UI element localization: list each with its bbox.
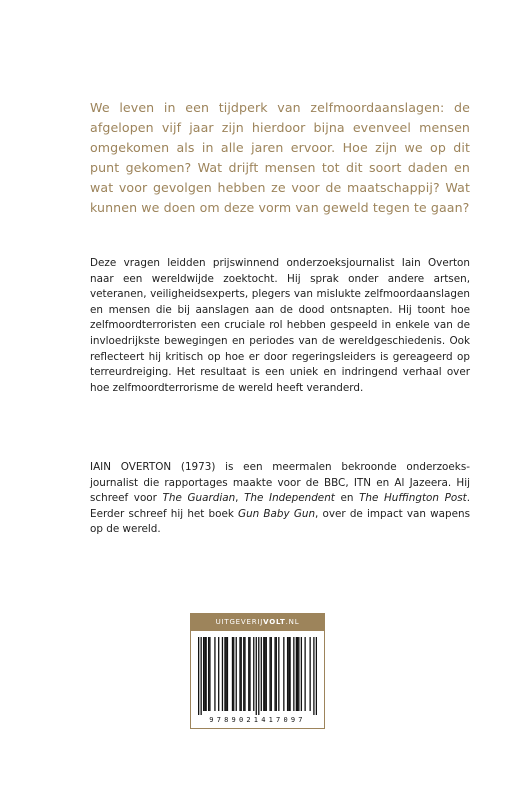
intro-paragraph: We leven in een tijdperk van zelfmoordaanslagen: de afgelopen vijf jaar zijn hierdoor bijna evenveel mensen omgekomen als in alle jaren ervoor. Hoe zijn we op dit punt gekomen? Wat drijft mensen tot dit soort daden en wat voor gevolgen hebben ze voor de maatschappij? Wat kunnen we doen om deze vorm van geweld tegen te gaan? [90, 100, 470, 215]
publisher-logo [191, 614, 324, 631]
author-bio-sep-2: en [334, 492, 360, 505]
barcode-bar [298, 637, 299, 711]
barcode-bar [239, 637, 240, 711]
barcode-bar [269, 637, 270, 711]
barcode-bar [209, 637, 210, 711]
barcode-bar [288, 637, 289, 711]
publisher-name-part-2: VOLT [263, 618, 286, 626]
barcode-bar [233, 637, 234, 711]
barcode-bar [293, 637, 294, 711]
barcode-bar [241, 637, 242, 711]
barcode-bar [266, 637, 267, 711]
barcode-bar [243, 637, 244, 711]
previous-book-title: Gun Baby Gun [238, 507, 316, 520]
publisher-barcode-box [190, 613, 325, 729]
barcode [198, 637, 317, 715]
author-bio-sep-1: , [235, 492, 245, 505]
barcode-bar [276, 637, 277, 711]
barcode-bar [304, 637, 305, 711]
barcode-bar [278, 637, 279, 711]
description-paragraph: Deze vragen leidden prijswinnend onderzoeksjournalist Iain Overton naar een wereldwijde zoektocht. Hij sprak onder andere artsen, veteranen, veiligheidsexperts, plegers van mislukte zelfmoordaanslagen en mensen die bij aanslagen aan de dood ontsnapten. Hij toont hoe zelfmoordterroristen een cruciale rol hebben gespeeld in enkele van de invloedrijkste bewegingen en periodes van de wereldgeschiedenis. Ook reflecteert hij kritisch op hoe er door regeringsleiders is gereageerd op terreurdreiging. Het resultaat is een uniek en indringend verhaal over hoe zelfmoordterrorisme de wereld heeft veranderd. [90, 257, 470, 394]
barcode-bar [244, 637, 245, 711]
barcode-bar [263, 637, 264, 711]
barcode-bar [236, 637, 237, 711]
barcode-bar [204, 637, 205, 711]
barcode-bar [214, 637, 215, 711]
barcode-bar [218, 637, 219, 711]
barcode-bar [283, 637, 284, 711]
barcode-bar [309, 637, 310, 711]
barcode-bar [232, 637, 233, 711]
barcode-bar [274, 637, 275, 711]
barcode-bar [249, 637, 250, 711]
description-text [90, 256, 470, 396]
intro-text [90, 98, 470, 218]
author-bio-paragraph [90, 460, 470, 538]
author-bio-text-1: (1973) is een meermalen bekroonde onderzoeks-journalist die rapportages maakte voor de BBC, ITN en Al Jazeera. Hij schreef voor [90, 461, 470, 505]
barcode-bar [296, 637, 297, 711]
barcode-bar [208, 637, 209, 711]
barcode-bar [289, 637, 290, 711]
barcode-bar [198, 637, 199, 715]
barcode-bar [206, 637, 207, 711]
barcode-bar [203, 637, 204, 711]
author-bio [90, 460, 470, 538]
barcode-bar [248, 637, 249, 711]
publisher-name-part-3: .NL [285, 618, 300, 626]
publication-independent: The Independent [244, 492, 335, 505]
barcode-bar [316, 637, 317, 715]
barcode-bar [271, 637, 272, 711]
barcode-bar [261, 637, 262, 711]
barcode-bar [313, 637, 314, 715]
barcode-bar [258, 637, 259, 715]
barcode-bar [227, 637, 228, 711]
barcode-bar [222, 637, 223, 711]
barcode-area [191, 631, 324, 728]
barcode-bar [301, 637, 302, 711]
publication-huffington: The Huffington Post [359, 492, 467, 505]
barcode-bar [256, 637, 257, 715]
isbn-number: 9789021417097 [209, 716, 306, 724]
barcode-bar [201, 637, 202, 715]
publication-guardian: The Guardian [162, 492, 236, 505]
author-name: IAIN OVERTON [90, 461, 172, 473]
barcode-bar [287, 637, 288, 711]
barcode-bar [253, 637, 254, 711]
barcode-bar [226, 637, 227, 711]
publisher-name-part-1: UITGEVERIJ [215, 618, 264, 626]
barcode-bar [224, 637, 225, 711]
barcode-bar [264, 637, 265, 711]
barcode-bar [297, 637, 298, 711]
author-bio-text-3: , over de impact van wapens op de wereld. [90, 507, 470, 536]
author-bio-text-2: . Eerder schreef hij het boek [90, 492, 470, 520]
